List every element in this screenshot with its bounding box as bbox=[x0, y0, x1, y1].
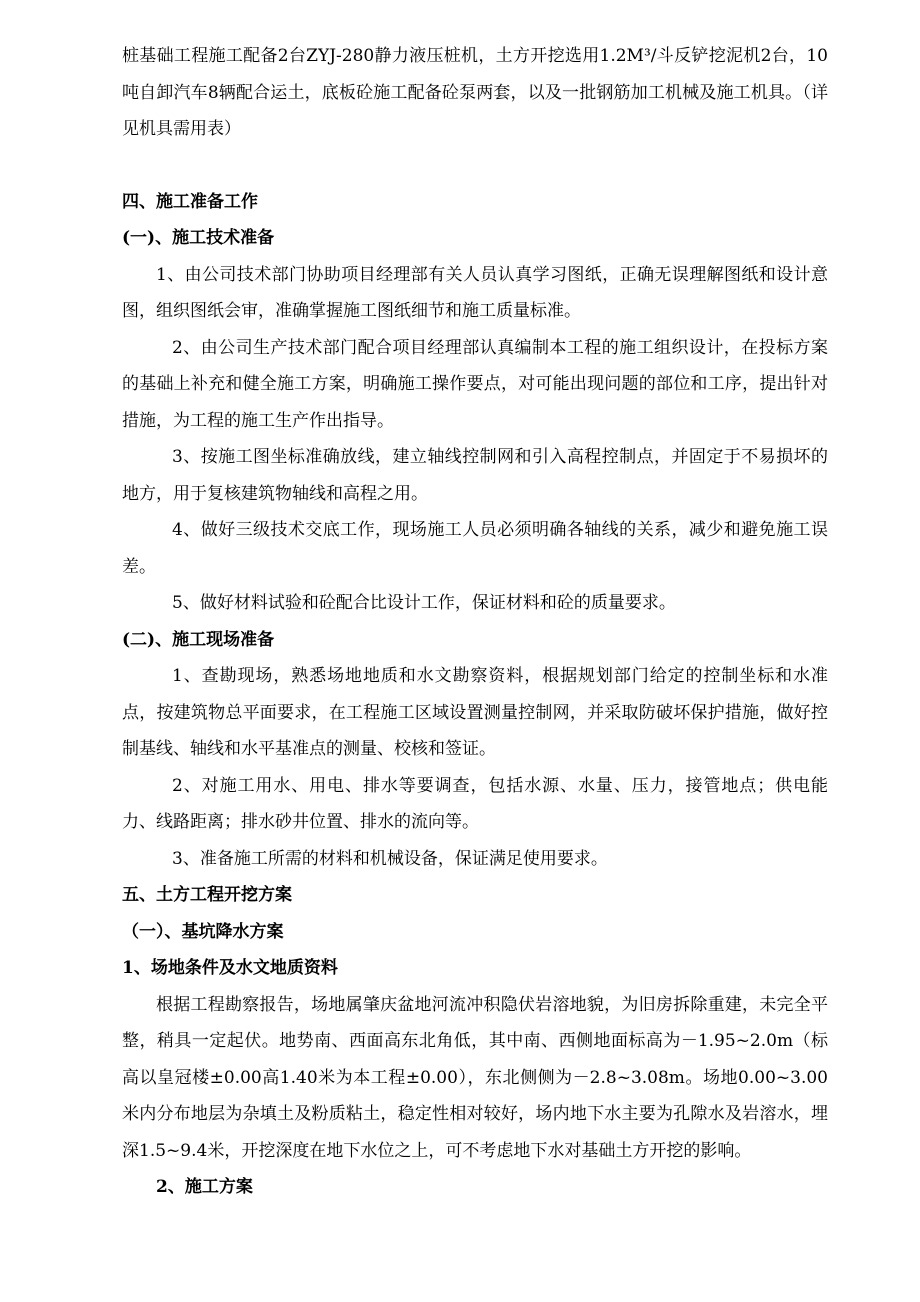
construction-plan-heading: 2、施工方案 bbox=[156, 1177, 253, 1197]
tech-prep-item-2: 2、由公司生产技术部门配合项目经理部认真编制本工程的施工组织设计，在投标方案的基础上补充和健全施工方案，明确施工操作要点，对可能出现问题的部位和工序，提出针对措施，为工程的施工生产作出指导。 bbox=[122, 337, 828, 431]
site-prep-item-1: 1、查勘现场，熟悉场地地质和水文勘察资料，根据规划部门给定的控制坐标和水准点，按建筑物总平面要求，在工程施工区域设置测量控制网，并采取防破坏保护措施，做好控制基线、轴线和水平基准点的测量、校核和签证。 bbox=[122, 666, 828, 759]
section-5-heading: 五、土方工程开挖方案 bbox=[122, 885, 292, 905]
section-4-2-heading: (二)、施工现场准备 bbox=[122, 629, 275, 650]
tech-prep-item-4: 4、做好三级技术交底工作，现场施工人员必须明确各轴线的关系，减少和避免施工误差。 bbox=[122, 520, 828, 577]
tech-prep-item-5: 5、做好材料试验和砼配合比设计工作，保证材料和砼的质量要求。 bbox=[172, 593, 676, 613]
site-conditions-heading: 1、场地条件及水文地质资料 bbox=[122, 958, 338, 978]
tech-prep-item-3: 3、按施工图坐标准确放线，建立轴线控制网和引入高程控制点，并固定于不易损坏的地方，用于复核建筑物轴线和高程之用。 bbox=[122, 447, 828, 504]
spacer bbox=[122, 148, 828, 184]
section-4-1-heading: (一)、施工技术准备 bbox=[122, 228, 275, 248]
section-5-1-heading: （一）、基坑降水方案 bbox=[122, 921, 284, 942]
section-4-heading: 四、施工准备工作 bbox=[122, 191, 258, 212]
site-prep-item-2: 2、对施工用水、用电、排水等要调查，包括水源、水量、压力，接管地点；供电能力、线路距离；排水砂井位置、排水的流向等。 bbox=[122, 775, 828, 832]
intro-paragraph: 桩基础工程施工配备2台ZYJ-280静力液压桩机，土方开挖选用1.2M³/斗反铲挖泥机2台，10吨自卸汽车8辆配合运土，底板砼施工配备砼泵两套，以及一批钢筋加工机械及施工机具。（详见机具需用表） bbox=[122, 46, 828, 139]
site-conditions-paragraph: 根据工程勘察报告，场地属肇庆盆地河流冲积隐伏岩溶地貌，为旧房拆除重建，未完全平整，稍具一定起伏。地势南、西面高东北角低，其中南、西侧地面标高为－1.95~2.0m（标高以皇冠楼±0.00高1.40米为本工程±0.00），东北侧侧为－2.8~3.08m。场地0.00~3.00米内分布地层为杂填土及粉质粘土，稳定性相对较好，场内地下水主要为孔隙水及岩溶水，埋深1.5~9.4米，开挖深度在地下水位之上，可不考虑地下水对基础土方开挖的影响。 bbox=[122, 994, 828, 1161]
tech-prep-item-1: 1、由公司技术部门协助项目经理部有关人员认真学习图纸，正确无误理解图纸和设计意图，组织图纸会审，准确掌握施工图纸细节和施工质量标准。 bbox=[122, 264, 828, 321]
site-prep-item-3: 3、准备施工所需的材料和机械设备，保证满足使用要求。 bbox=[172, 848, 608, 869]
